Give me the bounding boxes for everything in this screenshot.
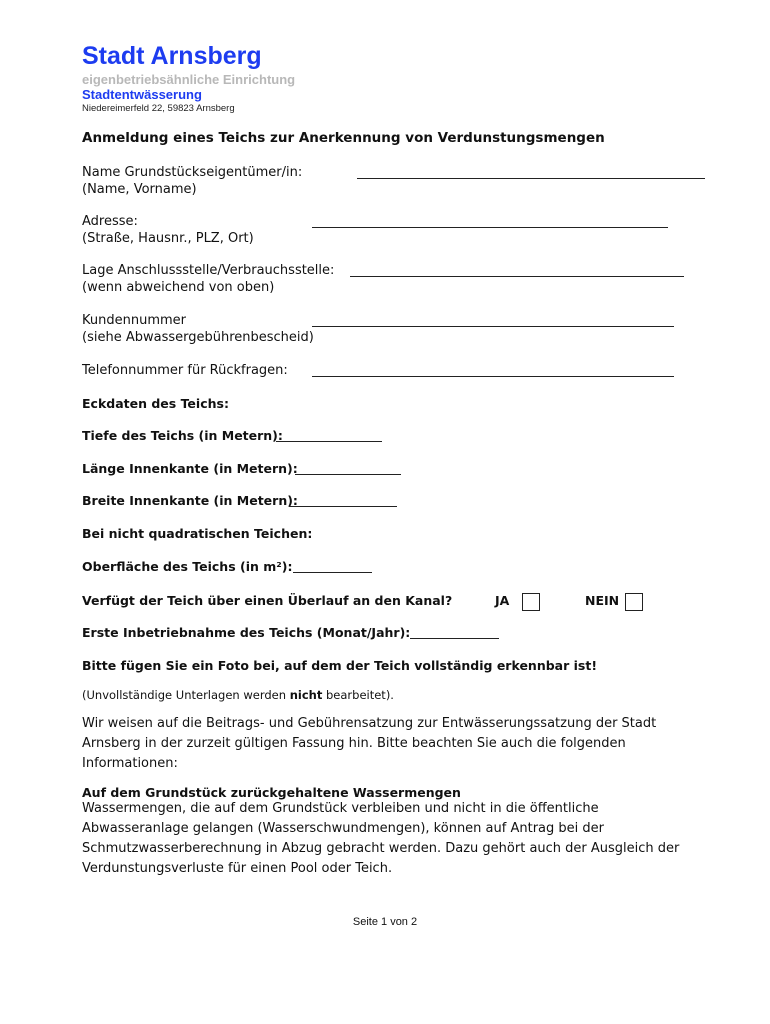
overflow-question: Verfügt der Teich über einen Überlauf an den Kanal? [82, 593, 453, 608]
incomplete-notice-pre: (Unvollständige Unterlagen werden [82, 688, 290, 702]
depth-field[interactable] [276, 427, 382, 442]
incomplete-notice [82, 688, 394, 702]
phone-field[interactable] [312, 362, 674, 377]
page-number: Seite 1 von 2 [352, 916, 418, 928]
incomplete-notice-post: bearbeitet). [322, 688, 394, 702]
photo-note: Bitte fügen Sie ein Foto bei, auf dem der Teich vollständig erkennbar ist! [82, 658, 598, 673]
surface-label: Oberfläche des Teichs (in m²): [82, 559, 293, 574]
organization-subtitle: eigenbetriebsähnliche Einrichtung [82, 72, 296, 87]
address-field[interactable] [312, 213, 668, 228]
customer-number-sublabel: (siehe Abwassergebührenbescheid) [82, 330, 314, 345]
owner-name-field[interactable] [357, 164, 705, 179]
commissioning-label: Erste Inbetriebnahme des Teichs (Monat/Jahr): [82, 625, 411, 640]
customer-number-label: Kundennummer [82, 313, 186, 328]
length-label: Länge Innenkante (in Metern): [82, 461, 298, 476]
commissioning-field[interactable] [410, 624, 499, 639]
no-checkbox[interactable] [625, 593, 643, 611]
depth-label: Tiefe des Teichs (in Metern): [82, 428, 283, 443]
retained-water-heading: Auf dem Grundstück zurückgehaltene Wassermengen [82, 785, 461, 800]
yes-label: JA [495, 593, 510, 608]
width-field[interactable] [289, 492, 397, 507]
form-title: Anmeldung eines Teichs zur Anerkennung von Verdunstungsmengen [82, 130, 605, 146]
department-name: Stadtentwässerung [82, 87, 202, 102]
statute-paragraph: Wir weisen auf die Beitrags- und Gebührensatzung zur Entwässerungssatzung der Stadt Arnsberg in der zurzeit gültigen Fassung hin. Bitte beachten Sie auch die folgenden Informationen: [82, 716, 657, 771]
address-label: Adresse: [82, 214, 138, 229]
department-address: Niedereimerfeld 22, 59823 Arnsberg [82, 103, 235, 114]
retained-water-paragraph: Wassermengen, die auf dem Grundstück verbleiben und nicht in die öffentliche Abwasseranlage gelangen (Wasserschwundmengen), können auf Antrag bei der Schmutzwasserberechnung in Abzug gebracht werden. Dazu gehört auch der Ausgleich der Verdunstungsverluste für einen Pool oder Teich. [82, 801, 680, 876]
incomplete-notice-bold: nicht [289, 688, 323, 702]
location-label: Lage Anschlussstelle/Verbrauchsstelle: [82, 263, 335, 278]
surface-field[interactable] [293, 558, 372, 573]
city-title: Stadt Arnsberg [82, 42, 262, 70]
yes-checkbox[interactable] [522, 593, 540, 611]
non-square-label: Bei nicht quadratischen Teichen: [82, 526, 313, 541]
no-label: NEIN [585, 593, 620, 608]
location-field[interactable] [350, 262, 684, 277]
pond-data-heading: Eckdaten des Teichs: [82, 396, 229, 411]
width-label: Breite Innenkante (in Metern): [82, 493, 298, 508]
customer-number-field[interactable] [312, 312, 674, 327]
length-field[interactable] [295, 460, 401, 475]
owner-sublabel: (Name, Vorname) [82, 182, 197, 197]
address-sublabel: (Straße, Hausnr., PLZ, Ort) [82, 231, 254, 246]
location-sublabel: (wenn abweichend von oben) [82, 280, 275, 295]
phone-label: Telefonnummer für Rückfragen: [82, 363, 288, 378]
owner-label: Name Grundstückseigentümer/in: [82, 165, 303, 180]
